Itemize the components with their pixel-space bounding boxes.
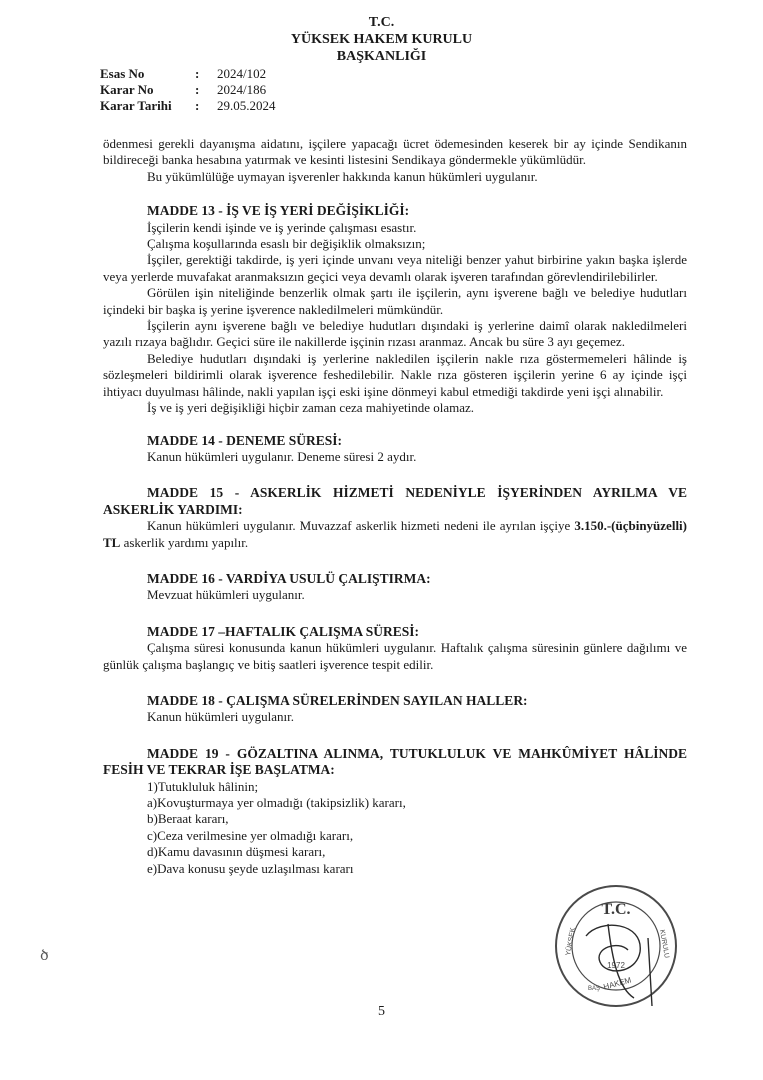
madde-17-title: MADDE 17 –HAFTALIK ÇALIŞMA SÜRESİ: [147,623,420,639]
madde-19-item: a)Kovuşturmaya yer olmadığı (takipsizlik) kararı, [147,795,406,810]
karar-value: 2024/186 [217,82,267,97]
seal-top-text: T.C. [601,901,631,918]
tarih-sep: : [195,98,200,113]
madde-16-p1: Mevzuat hükümleri uygulanır. [147,587,305,603]
esas-label: Esas No [100,66,145,81]
header-institution: YÜKSEK HAKEM KURULU [290,32,473,47]
madde-19-item: d)Kamu davasının düşmesi kararı, [147,844,326,860]
madde-17-p1: Çalışma süresi konusunda kanun hükümleri uygulanır. Haftalık çalışma süresinin günlere dağılımı ve günlük çalışma başlangıç ve bitiş saatleri işverence tespit edilir. [103,640,687,672]
seal-base-text: BAŞ [588,986,601,992]
header-office: BAŞKANLIĞI [336,49,427,64]
madde-14-p1: Kanun hükümleri uygulanır. Deneme süresi 2 aydır. [147,448,417,464]
esas-value: 2024/102 [217,66,267,81]
karar-row [100,82,276,98]
karar-label: Karar No [100,82,154,97]
document-header [0,14,763,65]
madde-15-text-a: Kanun hükümleri uygulanır. Muvazzaf askerlik hizmeti nedeni ile ayrılan işçiye [147,518,575,534]
intro-paragraph-1: ödenmesi gerekli dayanışma aidatını, işçilere yapacağı ücret ödemesinden keserek bir ay içinde Sendikanın bildireceği banka hesabına yatırmak ve kesinti listesini Sendikaya göndermekle yükümlüdür. [103,136,687,168]
madde-13-p1: İşçilerin kendi işinde ve iş yerinde çalışması esastır. [147,219,417,235]
madde-13-title: MADDE 13 - İŞ VE İŞ YERİ DEĞİŞİKLİĞİ: [147,203,410,219]
seal-bottom-text: HAKEM [602,975,633,992]
madde-15-title: MADDE 15 - ASKERLİK HİZMETİ NEDENİYLE İŞYERİNDEN AYRILMA VE ASKERLİK YARDIMI: [103,485,687,517]
page-number: 5 [378,1004,385,1019]
official-seal-stamp [548,878,684,1019]
case-metadata [100,66,276,114]
seal-right-text: KURULU [658,929,670,959]
madde-13-p2: Çalışma koşullarında esaslı bir değişiklik olmaksızın; [147,236,426,252]
seal-icon [548,878,684,1014]
madde-13-p4: Görülen işin niteliğinde benzerlik olmak şartı ile işçilerin, aynı işverene bağlı ve belediye hudutları içindeki bir başka iş yerine işverence nakledilmeleri mümkündür. [103,285,687,317]
madde-13-p6: Belediye hudutları dışındaki iş yerlerine nakledilen işçilerin nakle rıza göstermemeleri hâlinde iş sözleşmeleri bildirimli olarak işverence feshedilebilir. Nakle rıza gösteren işçilerin yerine 6 ay içinde işçi ihtiyacı duyulması hâlinde, nakli yapılan işçi eski işine dönmeyi kabul etmediği takdirde yeni işçi alınabilir. [103,350,687,399]
karar-sep: : [195,82,200,97]
madde-16-title: MADDE 16 - VARDİYA USULÜ ÇALIŞTIRMA: [147,570,431,586]
madde-15-amount: 3.150.-(üçbinyüzelli) TL [103,518,687,550]
madde-19-item: c)Ceza verilmesine yer olmadığı kararı, [147,827,354,843]
seal-left-text: YÜKSEK [565,927,577,957]
madde-14-title: MADDE 14 - DENEME SÜRESİ: [147,432,343,448]
madde-13-p3: İşçiler, gerektiği takdirde, iş yeri içinde unvanı veya niteliği benzer yahut birbirine yakın başka işlerde veya yerlerde muvafakat aranmaksızın geçici veya devamlı olarak işveren tarafından görevlendirilebilirler. [103,252,687,284]
margin-handwritten-mark: ծ [40,949,49,964]
madde-15-p1 [103,518,687,551]
madde-19-title: MADDE 19 - GÖZALTINA ALINMA, TUTUKLULUK VE MAHKÛMİYET HÂLİNDE FESİH VE TEKRAR İŞE BAŞLATMA: [103,745,687,778]
esas-sep: : [195,66,200,81]
tarih-label: Karar Tarihi [100,98,172,113]
tarih-row [100,98,276,114]
seal-year-text: 1972 [607,961,625,970]
header-tc: T.C. [368,15,395,30]
madde-13-p5: İşçilerin aynı işverene bağlı ve belediye hudutları dışındaki iş yerlerine daimî olarak nakledilmeleri yazılı rızaya bağlıdır. Geçici süre ile nakillerde işçinin rızası aranmaz. Ancak bu süre 3 ayı geçemez. [103,318,687,350]
madde-19-item: 1)Tutukluluk hâlinin; [147,778,259,794]
madde-19-item: b)Beraat kararı, [147,811,229,827]
esas-row [100,66,276,82]
madde-18-title: MADDE 18 - ÇALIŞMA SÜRELERİNDEN SAYILAN HALLER: [147,692,528,708]
madde-18-p1: Kanun hükümleri uygulanır. [147,709,294,725]
madde-19-item: e)Dava konusu şeyde uzlaşılması kararı [147,860,354,876]
madde-13-p7: İş ve iş yeri değişikliği hiçbir zaman ceza mahiyetinde olamaz. [147,400,475,416]
tarih-value: 29.05.2024 [217,98,276,113]
intro-paragraph-2: Bu yükümlülüğe uymayan işverenler hakkında kanun hükümleri uygulanır. [147,168,538,184]
madde-15-text-c: askerlik yardımı yapılır. [120,534,249,550]
document-body [103,136,687,877]
